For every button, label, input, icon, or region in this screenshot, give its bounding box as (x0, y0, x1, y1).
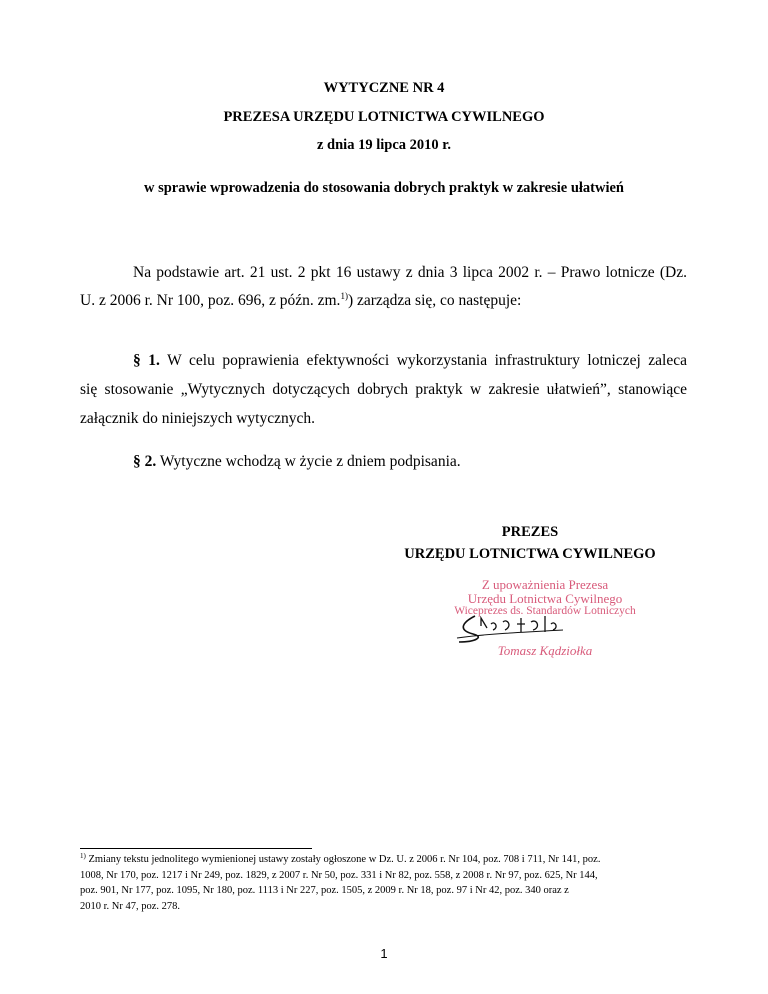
stamp-line-1: Z upoważnienia Prezesa (481, 577, 609, 592)
date-line: z dnia 19 lipca 2010 r. (316, 137, 451, 153)
footnote-ref: 1) (340, 291, 348, 301)
signatory-office: URZĘDU LOTNICTWA CYWILNEGO (404, 546, 656, 562)
preamble-clause: ) zarządza się, co następuje: (347, 292, 522, 309)
section-2-mark: § 2. (133, 453, 157, 470)
signatory-title: PREZES (501, 524, 559, 540)
footnote-line-2: 1008, Nr 170, poz. 1217 i Nr 249, poz. 1829, z 2007 r. Nr 50, poz. 331 i Nr 82, poz. 558, z 2008 r. Nr 97, poz. 625, Nr 144, (80, 869, 598, 881)
section-1-line-1 (133, 352, 687, 370)
subject-line: w sprawie wprowadzenia do stosowania dobrych praktyk w zakresie ułatwień (143, 180, 624, 196)
handwritten-signature (455, 612, 565, 644)
footnote-text-1: Zmiany tekstu jednolitego wymienionej ustawy zostały ogłoszone w Dz. U. z 2006 r. Nr 104, poz. 708 i 711, Nr 141, poz. (88, 854, 601, 865)
footnote-line-4: 2010 r. Nr 47, poz. 278. (80, 900, 181, 912)
section-1-mark: § 1. (133, 352, 160, 369)
preamble-citation: U. z 2006 r. Nr 100, poz. 696, z późn. zm. (80, 292, 341, 309)
document-title: WYTYCZNE NR 4 (323, 80, 445, 96)
footnote-line-1 (80, 852, 692, 868)
footnote-line-3: poz. 901, Nr 177, poz. 1095, Nr 180, poz. 1113 i Nr 227, poz. 1505, z 2009 r. Nr 18, poz. 97 i Nr 42, poz. 340 oraz z (80, 885, 569, 896)
stamp-line-2: Urzędu Lotnictwa Cywilnego (467, 591, 623, 606)
preamble-line-2 (80, 292, 521, 310)
footnote-mark: 1) (80, 852, 86, 860)
page-number: 1 (380, 946, 388, 961)
issuer-line: PREZESA URZĘDU LOTNICTWA CYWILNEGO (223, 109, 545, 125)
footnote-separator (80, 848, 312, 849)
footnote (80, 852, 692, 914)
section-1-line-2: się stosowanie „Wytycznych dotyczących dobrych praktyk w zakresie ułatwień”, stanowiące (80, 381, 687, 398)
section-1-line-3: załącznik do niniejszych wytycznych. (80, 410, 315, 427)
preamble-line-1: Na podstawie art. 21 ust. 2 pkt 16 ustawy z dnia 3 lipca 2002 r. – Prawo lotnicze (Dz. (133, 264, 687, 281)
section-2-text: Wytyczne wchodzą w życie z dniem podpisania. (159, 453, 461, 470)
section-1-text: W celu poprawienia efektywności wykorzystania infrastruktury lotniczej zaleca (167, 352, 687, 369)
stamp-line-3: Wiceprezes ds. Standardów Lotniczych (454, 605, 636, 617)
signatory-name: Tomasz Kądziołka (497, 643, 593, 658)
section-2 (133, 453, 461, 471)
